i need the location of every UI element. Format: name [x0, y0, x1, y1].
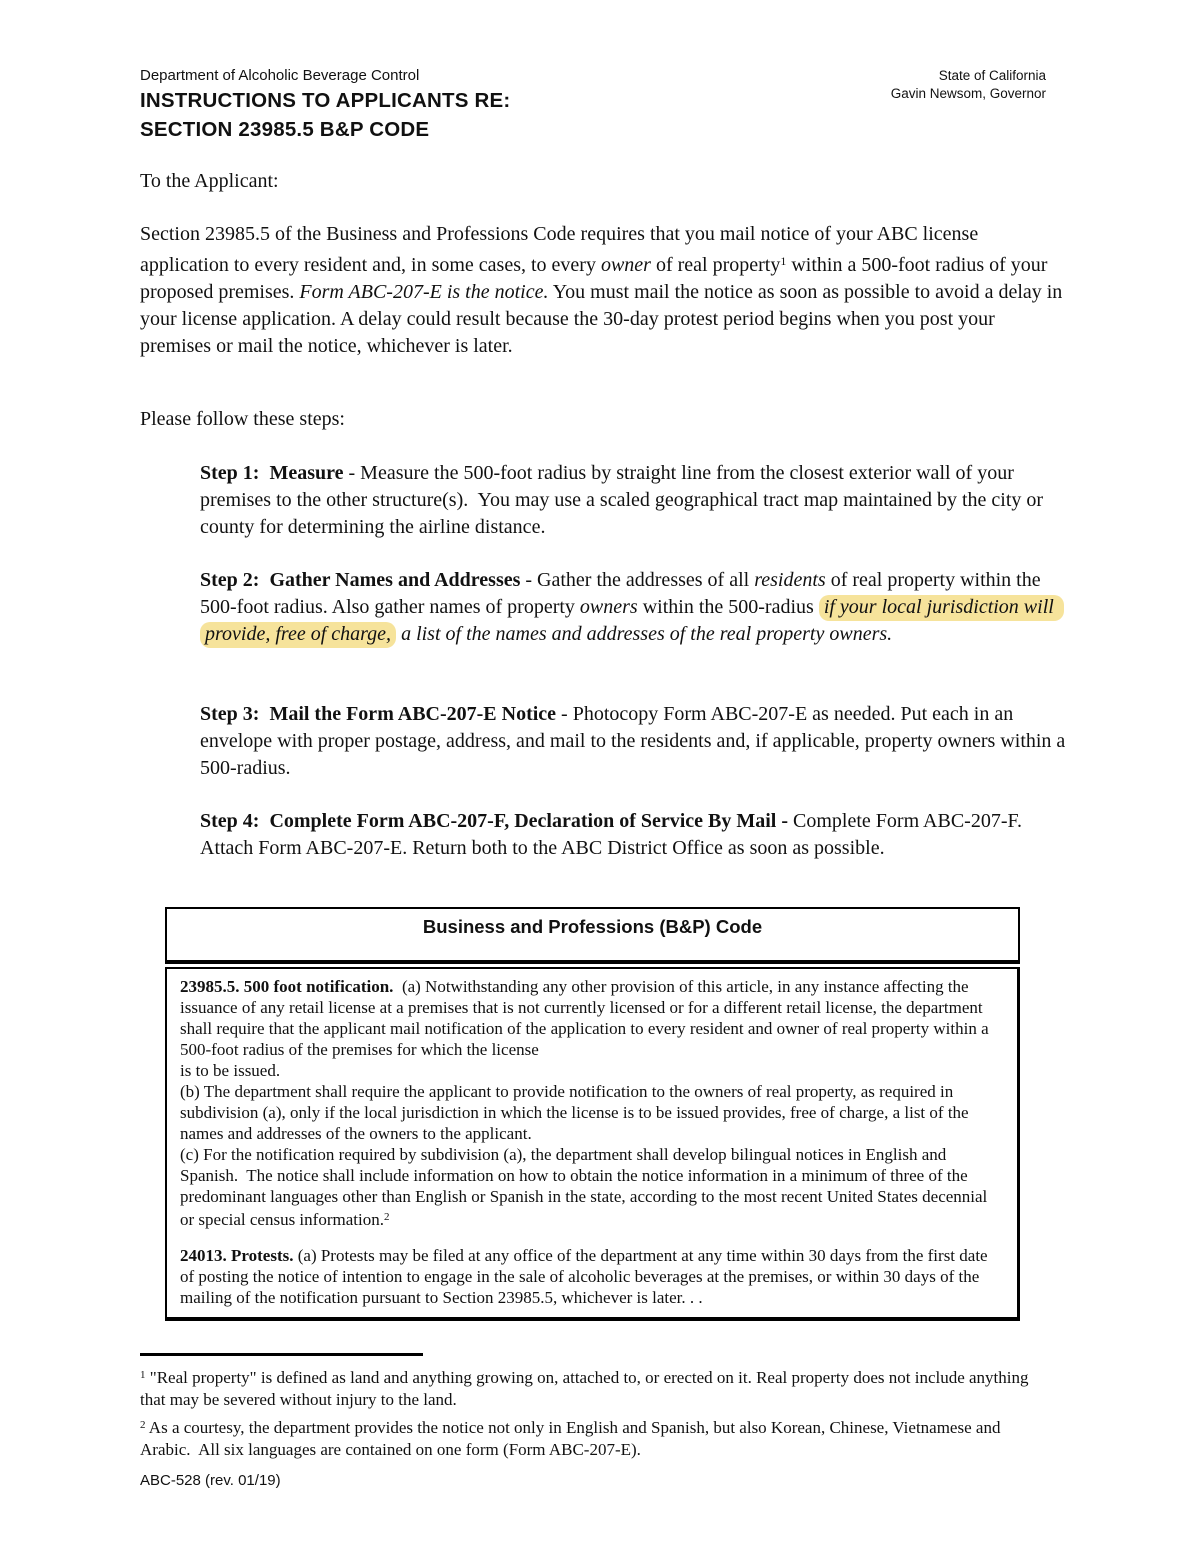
bp-section-c: [180, 1144, 1005, 1230]
highlighted-text: if your local jurisdiction will provide, free of charge,: [200, 595, 1064, 648]
document-title-line2: SECTION 23985.5 B&P CODE: [140, 118, 430, 141]
step-2-italic-owners: owners: [579, 596, 638, 618]
step-2-italic-list: a list of the names and addresses of the real property owners.: [396, 623, 893, 645]
steps-intro: Please follow these steps:: [140, 408, 345, 430]
footnote-2: [140, 1414, 1046, 1461]
step-1-label: Step 1: Measure: [200, 462, 344, 484]
step-2-text: of real property within the 500-foot radius. Also gather names of property: [200, 569, 1046, 618]
intro-italic-owner: owner: [600, 254, 651, 276]
step-2: [200, 567, 1066, 648]
bp-section-b: (b) The department shall require the applicant to provide notification to the owners of real property, as required in subdivision (a), only if the local jurisdiction in which the license is to be issued provides, free of charge, a list of the names and addresses of the owners to the applicant.: [180, 1082, 973, 1143]
footnote-1: [140, 1364, 1046, 1411]
intro-text: Section 23985.5 of the Business and Professions Code requires that you mail notice of your ABC license application to every resident and, in some cases, to every: [140, 223, 984, 276]
bp-protests-text: (a) Protests may be filed at any office of the department at any time within 30 days from the first date of posting the notice of intention to engage in the sale of alcoholic beverages at the premises, or within 30 days of the mailing of the notification pursuant to Section 23985.5, whichever is later. . .: [180, 1246, 992, 1307]
bp-section-a-heading: 23985.5. 500 foot notification.: [180, 977, 394, 996]
header-right: [800, 67, 1046, 103]
footnote-ref-1: 1: [780, 254, 787, 268]
bp-code-box: [165, 967, 1020, 1321]
footnote-2-marker: 2: [140, 1419, 146, 1431]
bp-section-a: [180, 976, 1005, 1060]
bp-code-box-title: Business and Professions (B&P) Code: [165, 907, 1020, 964]
governor-line: Gavin Newsom, Governor: [890, 86, 1046, 101]
intro-text: within a 500-foot radius of your proposed premises.: [140, 254, 1053, 303]
footnote-ref-2: 2: [383, 1211, 390, 1223]
footnote-divider: [140, 1353, 423, 1356]
bp-section-c-text: (c) For the notification required by subdivision (a), the department shall develop bilingual notices in English and Spanish. The notice shall include information on how to obtain the notice information in a minimum of three of the predominant languages other than English or Spanish in the state, according to the most recent United States decennial or special census information.: [180, 1145, 992, 1229]
intro-text: of real property: [650, 254, 781, 276]
intro-paragraph: [140, 221, 1070, 360]
footnote-1-text: "Real property" is defined as land and anything growing on, attached to, or erected on it. Real property does not include anything that may be severed without injury to the land.: [140, 1368, 1033, 1409]
salutation: To the Applicant:: [140, 170, 279, 192]
state-line: State of California: [938, 68, 1046, 83]
step-1: [200, 460, 1066, 541]
step-2-italic-residents: residents: [754, 569, 826, 591]
intro-text: You must mail the notice as soon as possible to avoid a delay in your license application. A delay could result because the 30-day protest period begins when you post your premises or mail the notice, whichever is later.: [140, 281, 1068, 357]
department-name: Department of Alcoholic Beverage Control: [140, 67, 420, 84]
step-4-label: Step 4: Complete Form ABC-207-F, Declaration of Service By Mail -: [200, 810, 789, 832]
step-3-label: Step 3: Mail the Form ABC-207-E Notice: [200, 703, 557, 725]
intro-italic-form-notice: Form ABC-207-E is the notice.: [299, 281, 549, 303]
step-3-text: - Photocopy Form ABC-207-E as needed. Put each in an envelope with proper postage, address, and mail to the residents and, if applicable, property owners within a 500-radius.: [200, 703, 1071, 779]
step-3: [200, 701, 1071, 782]
bp-section-protests: [180, 1245, 1005, 1308]
bp-protests-heading: 24013. Protests.: [180, 1246, 294, 1265]
footnote-2-text: As a courtesy, the department provides the notice not only in English and Spanish, but also Korean, Chinese, Vietnamese and Arabic. All six languages are contained on one form (Form ABC-207-E).: [140, 1418, 1004, 1459]
bp-section-a-tail: is to be issued.: [180, 1061, 281, 1080]
step-2-label: Step 2: Gather Names and Addresses: [200, 569, 521, 591]
step-1-text: - Measure the 500-foot radius by straight line from the closest exterior wall of your premises to the other structure(s). You may use a scaled geographical tract map maintained by the city or county for determining the airline distance.: [200, 462, 1049, 538]
bp-section-a-text: (a) Notwithstanding any other provision of this article, in any instance affecting the issuance of any retail license at a premises that is not currently licensed or for a different retail license, the department shall require that the applicant mail notification of the application to every resident and owner of real property within a 500-foot radius of the premises for which the license: [180, 977, 993, 1059]
step-2-text: - Gather the addresses of all: [520, 569, 755, 591]
step-4: [200, 808, 1066, 862]
step-2-text: within the 500-radius: [637, 596, 819, 618]
document-title: [140, 86, 510, 144]
step-4-text: Complete Form ABC-207-F. Attach Form ABC-207-E. Return both to the ABC District Office as soon as possible.: [200, 810, 1026, 859]
form-number: ABC-528 (rev. 01/19): [140, 1472, 281, 1489]
footnote-1-marker: 1: [140, 1369, 146, 1381]
document-title-line1: INSTRUCTIONS TO APPLICANTS RE:: [140, 89, 511, 112]
